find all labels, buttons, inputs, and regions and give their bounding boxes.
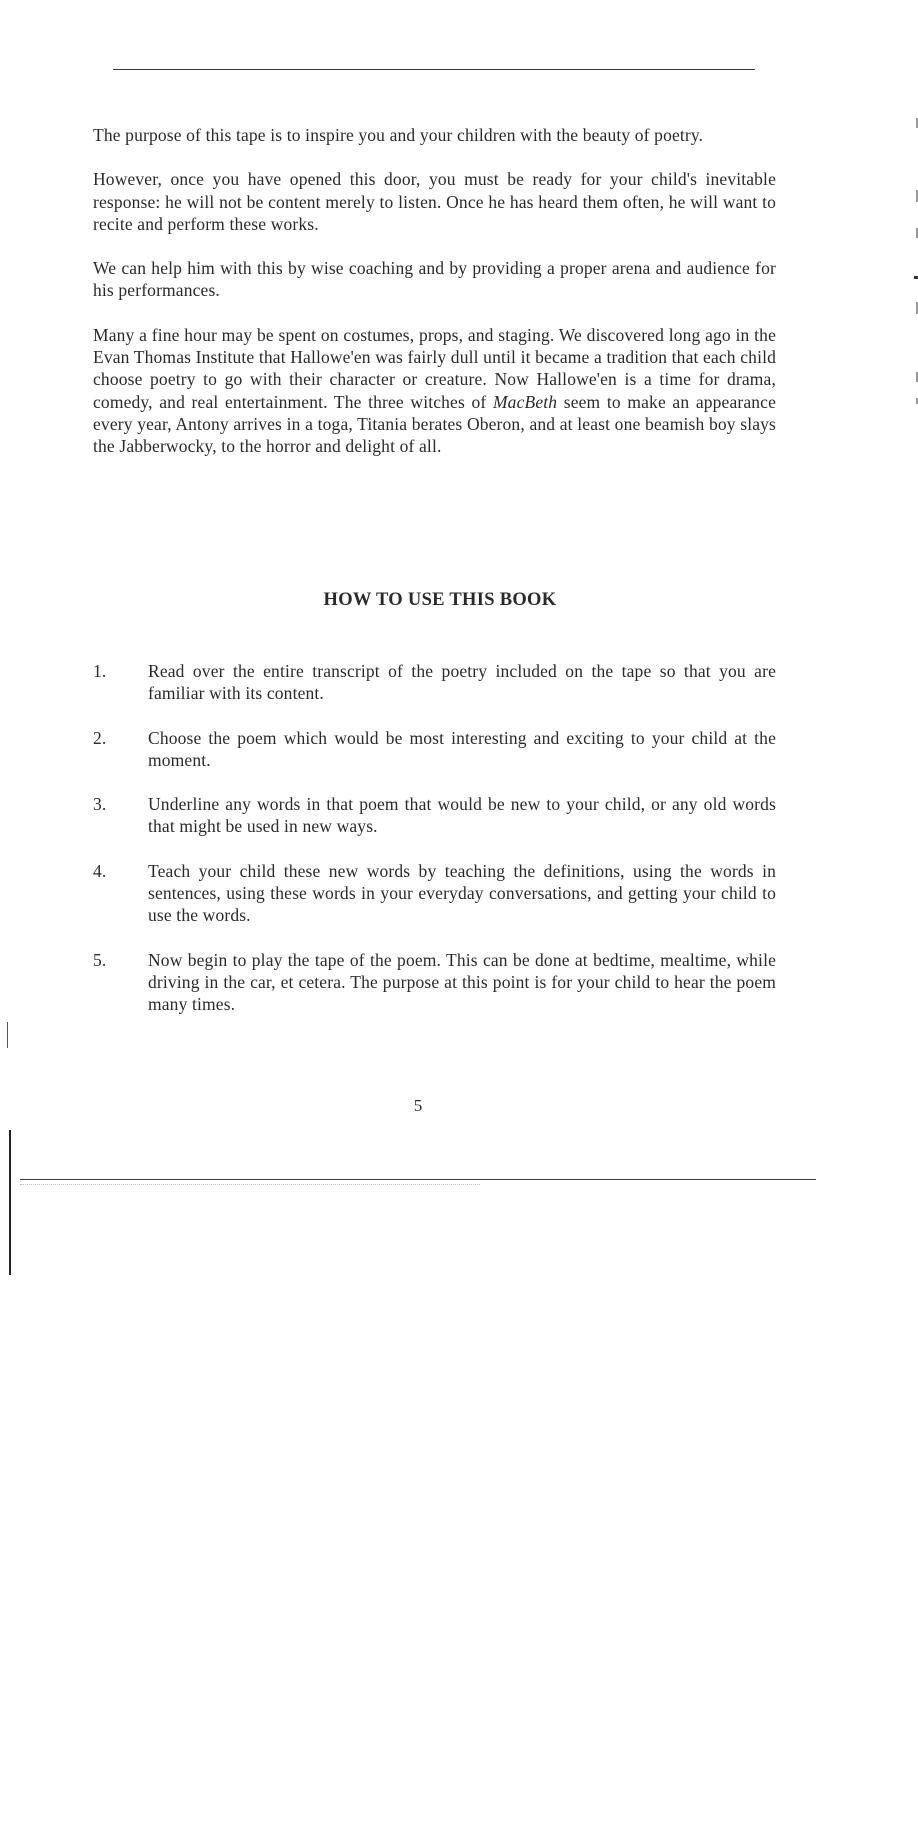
paragraph-2: However, once you have opened this door, you must be ready for your child's inevitable response: he will not be content merely to listen. Once he has heard them often, he will want to recite and perform these works. bbox=[93, 169, 776, 234]
step-text: Underline any words in that poem that would be new to your child, or any old words that might be used in new ways. bbox=[148, 794, 776, 837]
list-item bbox=[93, 793, 776, 838]
paragraph-3: We can help him with this by wise coaching and by providing a proper arena and audience for his performances. bbox=[93, 258, 776, 301]
step-number: 4. bbox=[93, 860, 107, 881]
paragraph-4-part-2: seem to make an appearance every year, Antony arrives in a toga, Titania berates Oberon, and at least one beamish boy slays the Jabberwocky, to the horror and delight of all. bbox=[93, 391, 777, 457]
top-rule bbox=[113, 69, 755, 70]
scan-mark bbox=[7, 1022, 8, 1048]
bottom-rule bbox=[20, 1179, 816, 1180]
paragraph-4 bbox=[93, 324, 776, 458]
list-item bbox=[93, 727, 776, 772]
list-item bbox=[93, 660, 776, 705]
section-heading: HOW TO USE THIS BOOK bbox=[323, 590, 557, 610]
paragraph-1: The purpose of this tape is to inspire you and your children with the beauty of poetry. bbox=[93, 125, 704, 145]
step-number: 2. bbox=[93, 727, 107, 748]
paragraph-4-part-1: Many a fine hour may be spent on costumes, props, and staging. We discovered long ago in the Evan Thomas Institute that Hallowe'en was fairly dull until it became a tradition that each child choose poetry to go with their character or creature. Now Hallowe'en is a time for drama, comedy, and real entertainment. The three witches of bbox=[93, 324, 776, 412]
bottom-rule-faint bbox=[20, 1184, 480, 1185]
step-text: Teach your child these new words by teaching the definitions, using the words in sentences, using these words in your everyday conversations, and getting your child to use the words. bbox=[148, 860, 776, 926]
step-text: Now begin to play the tape of the poem. This can be done at bedtime, mealtime, while driving in the car, et cetera. The purpose at this point is for your child to hear the poem many times. bbox=[148, 949, 776, 1015]
step-text: Choose the poem which would be most interesting and exciting to your child at the moment. bbox=[148, 727, 776, 770]
step-text: Read over the entire transcript of the poetry included on the tape so that you are familiar with its content. bbox=[148, 661, 776, 704]
scan-edge-bar bbox=[9, 1130, 11, 1275]
intro-text bbox=[93, 124, 776, 458]
list-item bbox=[93, 949, 776, 1016]
play-title: MacBeth bbox=[492, 391, 558, 412]
step-number: 5. bbox=[93, 949, 107, 970]
step-number: 3. bbox=[93, 794, 107, 815]
page-number: 5 bbox=[413, 1096, 423, 1115]
step-number: 1. bbox=[93, 661, 107, 681]
list-item bbox=[93, 860, 776, 927]
steps-list bbox=[93, 660, 776, 1038]
